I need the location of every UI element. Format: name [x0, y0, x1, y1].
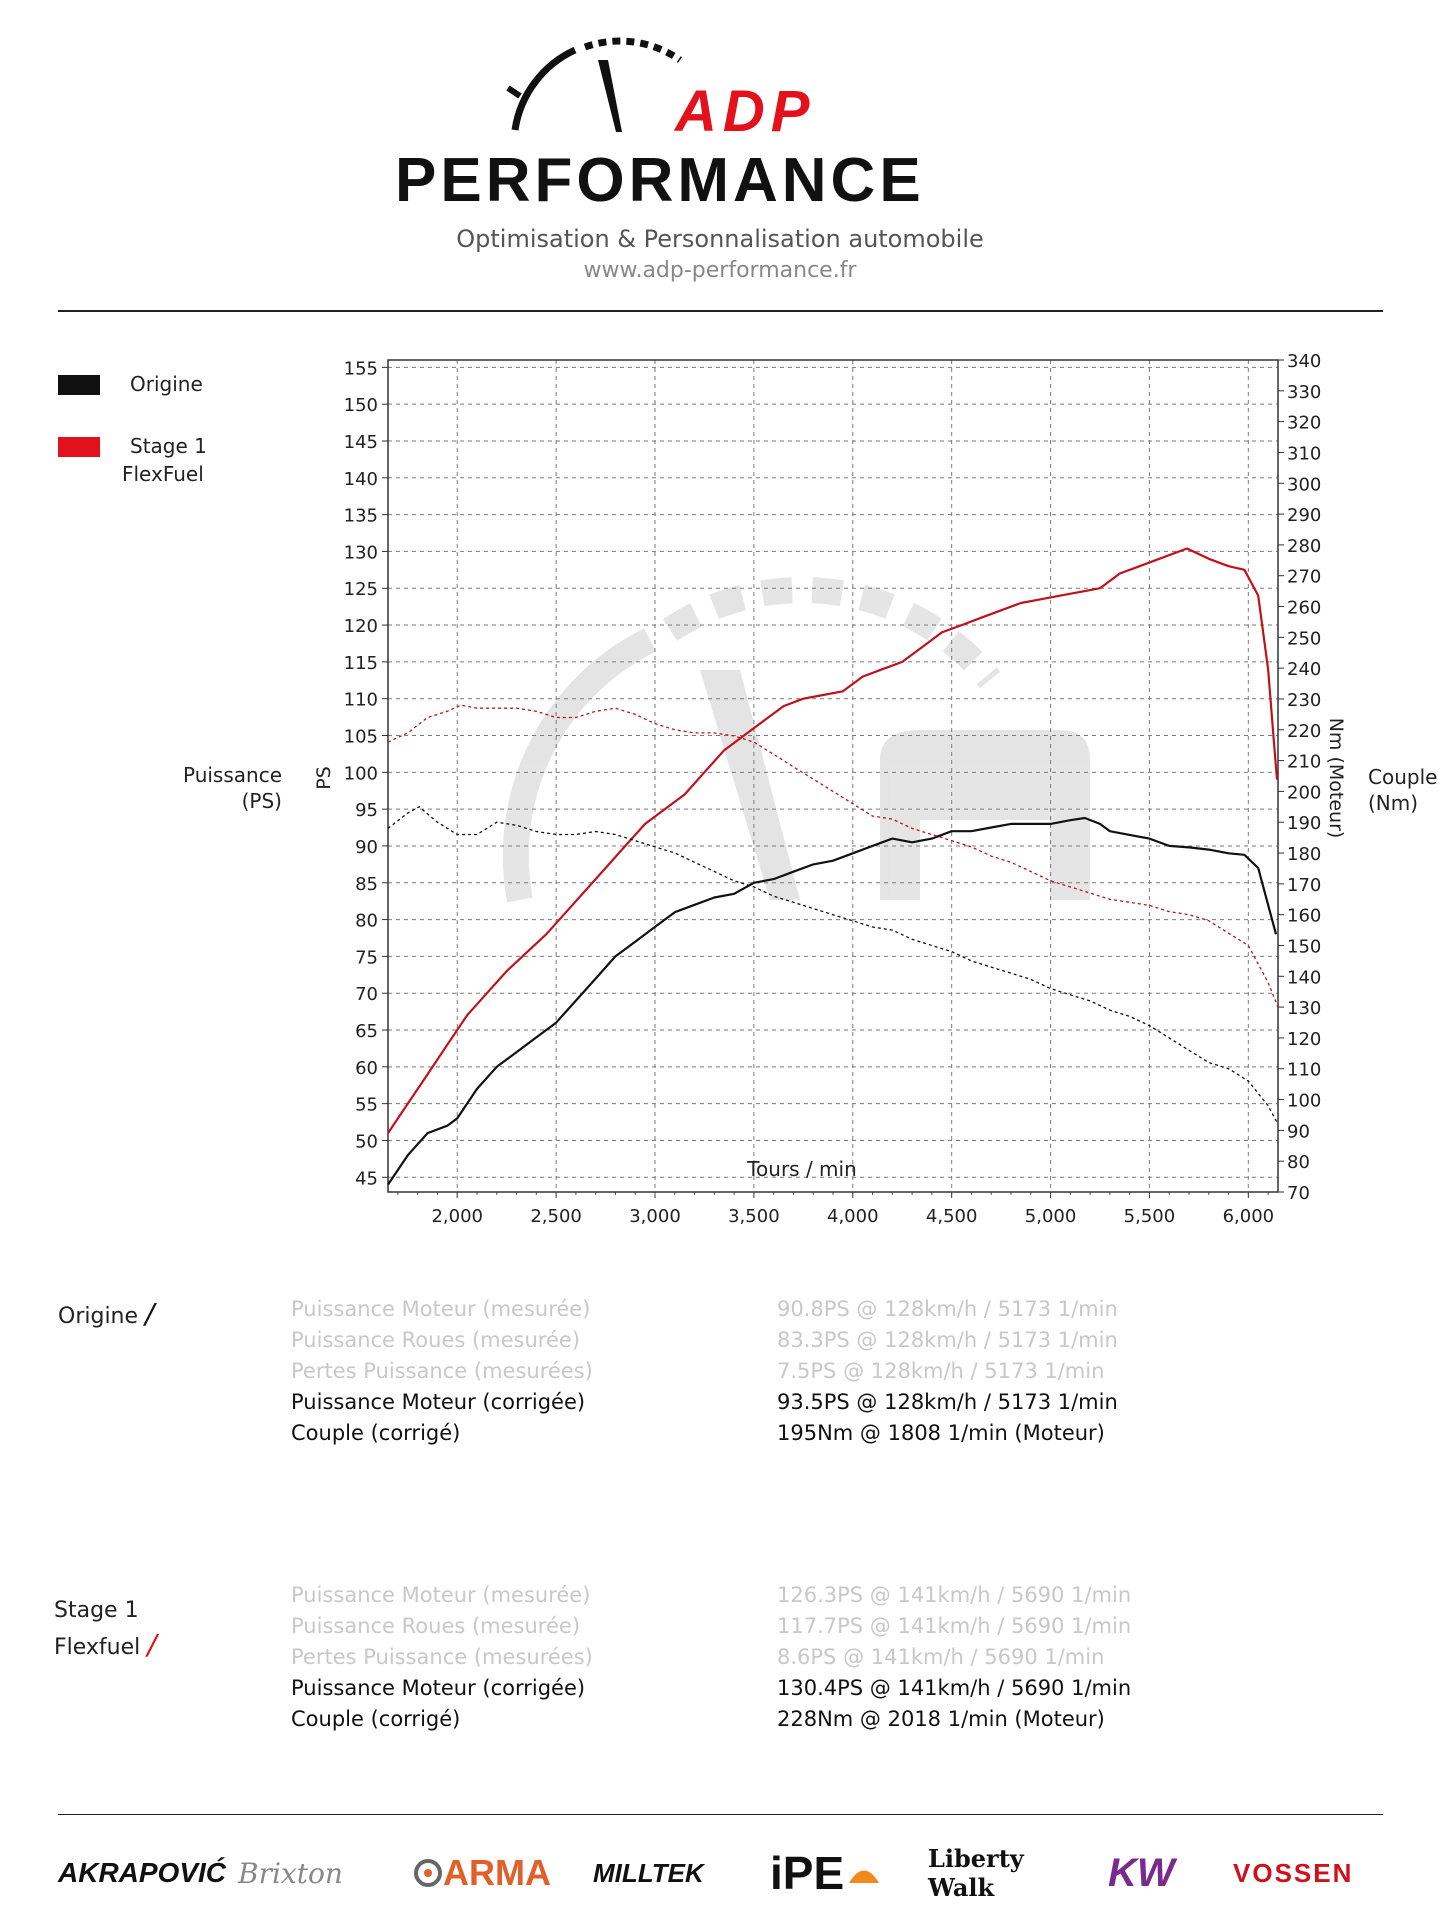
slash-icon-stage1: /: [147, 1628, 157, 1661]
x-tick-label: 3,000: [629, 1206, 681, 1227]
legend-label-stage1-line1: Stage 1: [130, 434, 207, 458]
right-axis-title-line1: Couple: [1368, 765, 1438, 789]
right-tick-label: 220: [1287, 720, 1322, 742]
x-tick-label: 5,500: [1123, 1206, 1176, 1227]
results-stage1-title-line2: Flexfuel: [54, 1635, 141, 1660]
origine-row-value: 90.8PS @ 128km/h / 5173 1/min: [777, 1297, 1118, 1321]
left-tick-label: 85: [355, 873, 378, 895]
right-tick-label: 250: [1287, 628, 1322, 650]
results-origine-title: [58, 1297, 154, 1334]
right-tick-label: 190: [1287, 813, 1322, 835]
left-tick-label: 50: [355, 1131, 378, 1153]
sponsor-libertywalk: Liberty Walk: [928, 1844, 1024, 1902]
sponsor-vossen: VOSSEN: [1233, 1857, 1354, 1888]
left-tick-label: 120: [343, 616, 378, 638]
sponsor-logos: [58, 1845, 1388, 1905]
left-tick-label: 130: [343, 542, 378, 564]
stage1-row-value: 8.6PS @ 141km/h / 5690 1/min: [777, 1645, 1105, 1669]
right-tick-label: 200: [1287, 782, 1322, 804]
stage1-row-value: 130.4PS @ 141km/h / 5690 1/min: [777, 1676, 1132, 1700]
sponsor-brixton: Brixton: [238, 1856, 343, 1890]
watermark-logo: [516, 590, 1090, 900]
right-tick-label: 170: [1287, 874, 1322, 896]
x-tick-label: 4,500: [925, 1206, 978, 1227]
right-tick-label: 180: [1287, 844, 1322, 866]
website-link[interactable]: www.adp-performance.fr: [583, 258, 857, 283]
right-tick-label: 70: [1287, 1183, 1310, 1204]
left-tick-label: 105: [343, 726, 378, 748]
stage1-row-label: Puissance Moteur (mesurée): [291, 1583, 591, 1607]
right-tick-label: 120: [1287, 1028, 1322, 1050]
origine-row-label: Couple (corrigé): [291, 1421, 461, 1445]
x-tick-label: 6,000: [1222, 1206, 1275, 1227]
results-stage1-title: [54, 1594, 157, 1665]
origine-row-value: 93.5PS @ 128km/h / 5173 1/min: [777, 1390, 1118, 1414]
sponsor-kw: KW: [1108, 1850, 1175, 1895]
results-origine-title-text: Origine: [58, 1304, 139, 1329]
origine-row-value: 83.3PS @ 128km/h / 5173 1/min: [777, 1328, 1118, 1352]
left-tick-label: 155: [343, 358, 378, 380]
footer-divider: [58, 1814, 1383, 1815]
left-tick-label: 150: [343, 395, 378, 417]
origine-row-label: Puissance Moteur (mesurée): [291, 1297, 591, 1321]
x-tick-label: 2,000: [431, 1206, 483, 1227]
left-tick-label: 125: [343, 579, 378, 601]
right-tick-label: 100: [1287, 1090, 1322, 1112]
right-tick-label: 270: [1287, 566, 1322, 588]
left-tick-label: 75: [355, 947, 378, 969]
right-tick-label: 280: [1287, 535, 1322, 557]
right-tick-label: 130: [1287, 998, 1322, 1020]
x-tick-label: 3,500: [728, 1206, 780, 1227]
right-axis-unit: Nm (Moteur): [1325, 717, 1347, 839]
right-tick-label: 310: [1287, 443, 1322, 465]
right-tick-label: 320: [1287, 412, 1322, 434]
right-tick-label: 210: [1287, 751, 1322, 773]
origine-row-value: 195Nm @ 1808 1/min (Moteur): [777, 1421, 1105, 1445]
origine-row-label: Pertes Puissance (mesurées): [291, 1359, 593, 1383]
right-tick-label: 330: [1287, 381, 1322, 403]
header-divider: [58, 310, 1383, 312]
sponsor-ipe: [770, 1845, 910, 1901]
stage1-row-label: Couple (corrigé): [291, 1707, 461, 1731]
origine-row-value: 7.5PS @ 128km/h / 5173 1/min: [777, 1359, 1105, 1383]
tagline: Optimisation & Personnalisation automobile: [456, 225, 984, 253]
right-tick-label: 160: [1287, 905, 1322, 927]
legend-label-origine: Origine: [130, 372, 203, 396]
origine-row-label: Puissance Roues (mesurée): [291, 1328, 581, 1352]
right-axis-title-line2: (Nm): [1368, 791, 1419, 815]
left-tick-label: 65: [355, 1021, 378, 1043]
left-tick-label: 100: [343, 763, 378, 785]
right-tick-label: 150: [1287, 936, 1322, 958]
ipe-flame-icon: [844, 1858, 884, 1888]
left-tick-label: 70: [355, 984, 378, 1006]
sponsor-arma: [413, 1845, 563, 1901]
x-tick-label: 4,000: [827, 1206, 879, 1227]
x-tick-label: 2,500: [530, 1206, 582, 1227]
left-tick-label: 140: [343, 468, 378, 490]
sponsor-arma-text: ARMA: [443, 1852, 551, 1893]
stage1-row-label: Puissance Roues (mesurée): [291, 1614, 581, 1638]
left-tick-label: 55: [355, 1094, 378, 1116]
right-tick-label: 140: [1287, 967, 1322, 989]
right-tick-label: 80: [1287, 1152, 1310, 1174]
right-tick-label: 340: [1287, 351, 1322, 372]
right-tick-label: 90: [1287, 1121, 1310, 1143]
x-axis-title: Tours / min: [747, 1157, 857, 1181]
stage1-row-value: 117.7PS @ 141km/h / 5690 1/min: [777, 1614, 1132, 1638]
origine-row-label: Puissance Moteur (corrigée): [291, 1390, 586, 1414]
left-axis-title-line2: (PS): [241, 789, 282, 813]
sponsor-ipe-text: iPE: [770, 1847, 845, 1899]
left-tick-label: 115: [343, 652, 378, 674]
right-tick-label: 290: [1287, 505, 1322, 527]
left-axis-title-line1: Puissance: [182, 763, 282, 787]
stage1-row-label: Pertes Puissance (mesurées): [291, 1645, 593, 1669]
left-tick-label: 95: [355, 800, 378, 822]
brand-adp: ADP: [675, 79, 816, 144]
right-tick-label: 110: [1287, 1059, 1322, 1081]
sponsor-milltek: MILLTEK: [593, 1857, 704, 1888]
left-tick-label: 45: [355, 1168, 378, 1190]
left-tick-label: 145: [343, 431, 378, 453]
results-stage1-title-line1: Stage 1: [54, 1598, 139, 1623]
right-tick-label: 260: [1287, 597, 1322, 619]
right-tick-label: 230: [1287, 689, 1322, 711]
left-tick-label: 80: [355, 910, 378, 932]
dyno-chart: [0, 340, 1440, 1240]
stage1-row-label: Puissance Moteur (corrigée): [291, 1676, 586, 1700]
right-tick-label: 300: [1287, 474, 1322, 496]
x-tick-label: 5,000: [1024, 1206, 1077, 1227]
left-tick-label: 90: [355, 836, 378, 858]
brand-performance: PERFORMANCE: [395, 146, 925, 215]
stage1-row-value: 228Nm @ 2018 1/min (Moteur): [777, 1707, 1105, 1731]
right-tick-label: 240: [1287, 659, 1322, 681]
left-tick-label: 135: [343, 505, 378, 527]
arma-gear-icon: [413, 1858, 443, 1888]
stage1-row-value: 126.3PS @ 141km/h / 5690 1/min: [777, 1583, 1132, 1607]
left-axis-unit: PS: [313, 766, 335, 790]
left-tick-label: 110: [343, 689, 378, 711]
sponsor-akrapovic-text: AKRAPOVIĆ: [58, 1857, 227, 1888]
sponsor-akrapovic: [58, 1845, 227, 1901]
left-tick-label: 60: [355, 1057, 378, 1079]
slash-icon-origine: /: [145, 1297, 155, 1330]
legend-label-stage1-line2: FlexFuel: [122, 462, 204, 486]
